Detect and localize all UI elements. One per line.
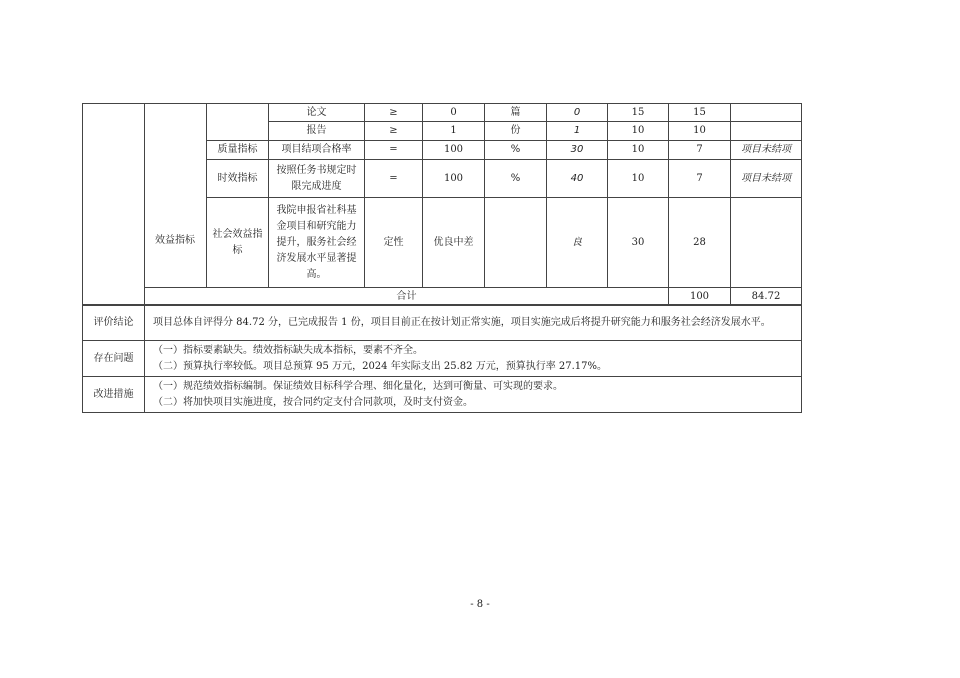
score-cell: 28 [669, 198, 731, 288]
value-cell [269, 160, 365, 198]
operator-cell: ≥ [365, 104, 423, 122]
actual-cell: 30 [547, 141, 608, 160]
unit-cell: 篇 [485, 104, 547, 122]
value-cell: 项目结项合格率 [269, 141, 365, 160]
indicator-cell [207, 104, 269, 141]
score-cell: 15 [669, 104, 731, 122]
remark-cell [731, 122, 802, 141]
weight-cell: 10 [608, 160, 669, 198]
measures-row [83, 377, 802, 413]
score-cell: 7 [669, 160, 731, 198]
blank-category-cell [83, 104, 145, 306]
measure-item: （二）将加快项目实施进度，按合同约定支付合同款项，及时支付资金。 [153, 396, 473, 408]
measures-content [145, 377, 802, 413]
evaluation-label: 评价结论 [83, 305, 145, 341]
page-number: - 8 - [470, 599, 490, 610]
target-cell: 100 [423, 141, 485, 160]
value-cell [269, 198, 365, 288]
total-weight: 100 [669, 288, 731, 306]
table-row [83, 104, 802, 122]
value-text: 我院申报省社科基金项目和研究能力提升，服务社会经济发展水平显著提高。 [276, 204, 357, 280]
target-cell: 优良中差 [423, 198, 485, 288]
actual-cell: 1 [547, 122, 608, 141]
value-cell: 论文 [269, 104, 365, 122]
remark-cell: 项目未结项 [731, 141, 802, 160]
target-cell: 1 [423, 122, 485, 141]
total-row [83, 288, 802, 306]
score-cell: 10 [669, 122, 731, 141]
score-cell: 7 [669, 141, 731, 160]
target-cell: 0 [423, 104, 485, 122]
indicator-cell: 质量指标 [207, 141, 269, 160]
actual-cell: 0 [547, 104, 608, 122]
operator-cell: 定性 [365, 198, 423, 288]
actual-cell: 40 [547, 160, 608, 198]
indicator-cell: 时效指标 [207, 160, 269, 198]
problems-row [83, 341, 802, 377]
operator-cell: = [365, 160, 423, 198]
remark-cell [731, 198, 802, 288]
weight-cell: 10 [608, 141, 669, 160]
actual-cell: 良 [547, 198, 608, 288]
indicator-text: 社会效益指标 [212, 228, 263, 256]
problems-content [145, 341, 802, 377]
total-label: 合计 [145, 288, 669, 306]
operator-cell: = [365, 141, 423, 160]
target-cell: 100 [423, 160, 485, 198]
operator-cell: ≥ [365, 122, 423, 141]
evaluation-content [145, 305, 802, 341]
problem-item: （一）指标要素缺失。绩效指标缺失成本指标，要素不齐全。 [153, 344, 423, 356]
evaluation-row [83, 305, 802, 341]
unit-cell: % [485, 141, 547, 160]
total-score: 84.72 [731, 288, 802, 306]
remark-cell: 项目未结项 [731, 160, 802, 198]
unit-cell: 份 [485, 122, 547, 141]
value-text: 按照任务书规定时限完成进度 [276, 164, 357, 192]
weight-cell: 10 [608, 122, 669, 141]
weight-cell: 30 [608, 198, 669, 288]
value-cell: 报告 [269, 122, 365, 141]
remark-cell [731, 104, 802, 122]
measures-label: 改进措施 [83, 377, 145, 413]
problems-label: 存在问题 [83, 341, 145, 377]
unit-cell [485, 198, 547, 288]
weight-cell: 15 [608, 104, 669, 122]
conclusion-table [82, 304, 802, 413]
indicator-cell [207, 198, 269, 288]
unit-cell: % [485, 160, 547, 198]
problem-item: （二）预算执行率较低。项目总预算 95 万元，2024 年实际支出 25.82 万元，预算执行率 27.17%。 [153, 360, 608, 372]
evaluation-text: 项目总体自评得分 84.72 分，已完成报告 1 份，项目目前正在按计划正常实施，项目实施完成后将提升研究能力和服务社会经济发展水平。 [153, 316, 771, 328]
benefit-category-label: 效益指标 [155, 235, 195, 246]
measure-item: （一）规范绩效指标编制。保证绩效目标科学合理、细化量化，达到可衡量、可实现的要求。 [153, 380, 563, 392]
